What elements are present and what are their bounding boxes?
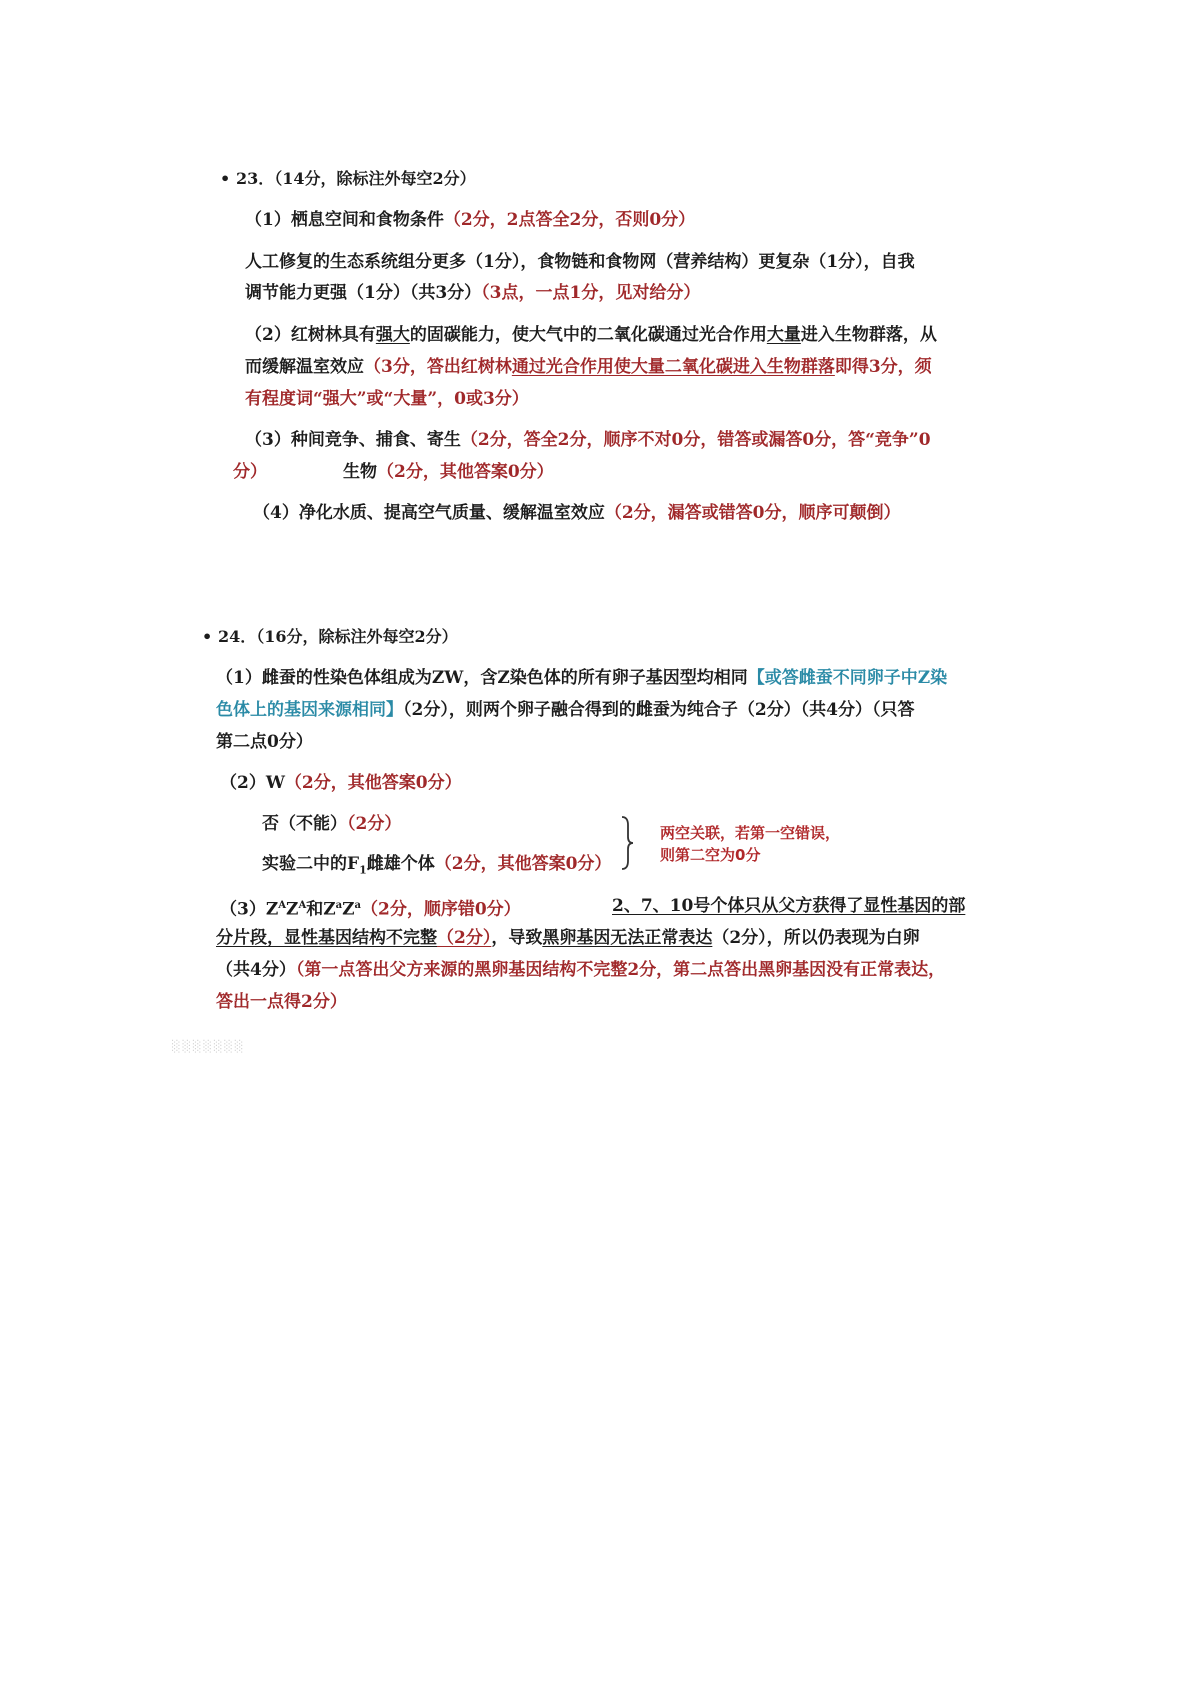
q24-part2-no: [262, 812, 401, 836]
q24-part1-line2: [216, 698, 915, 722]
q23-p2-keyword-large: 大量: [766, 325, 801, 345]
q24-p2-f1-scoring: （2分，其他答案0分）: [434, 854, 612, 874]
q24-p3-criteria: （第一点答出父方来源的黑卵基因结构不完整2分，第二点答出黑卵基因没有正常表达，: [295, 960, 946, 980]
q24-p2-answer: （2）W: [220, 773, 285, 793]
q23-p1-line3-answer: 调节能力更强（1分）（共3分）: [245, 283, 482, 303]
q23-p2-keyword-strong: 强大: [375, 325, 410, 345]
q23-p3-answer: （3）种间竞争、捕食、寄生: [245, 430, 461, 450]
q24-p3-total: （共4分）: [216, 960, 296, 980]
q24-p1-alt-answer: 【或答雌蚕不同卵子中Z染: [747, 668, 948, 688]
q23-p2-underlined-criterion: 通过光合作用使大量二氧化碳进入生物群落: [511, 357, 835, 377]
q24-part3-line1: [220, 894, 521, 922]
q24-p3-explanation-start: 2、7、10号个体只从父方获得了显性基因的部: [612, 896, 966, 916]
q24-p3-structure-incomplete: 分片段，显性基因结构不完整: [216, 928, 437, 948]
q23-part2-line2: [245, 355, 932, 379]
q24-p3-z4: Z: [342, 899, 355, 920]
q24-p3-and: 和Z: [306, 899, 336, 920]
q23-p1-line3: [245, 281, 700, 305]
q23-p2-text-c: 的固碳能力，使大气中的二氧化碳通过光合作用: [409, 325, 767, 345]
q23-p1-scoring: （2分，2点答全2分，否则0分）: [443, 210, 696, 230]
q24-p3-sup3: a: [335, 900, 343, 911]
linked-blanks-note-line1: 两空关联，若第一空错误，: [660, 824, 841, 842]
q24-p3-leading: ，导致: [491, 928, 543, 948]
q24-part1-line1: [216, 666, 947, 690]
q23-p2-text-a: （2）红树林具有: [245, 325, 376, 345]
q23-p4-answer: （4）净化水质、提高空气质量、缓解温室效应: [253, 503, 605, 523]
q24-p3-sup1: A: [278, 900, 287, 911]
q23-header-text: 23．（14分，除标注外每空2分）: [236, 169, 476, 188]
q23-p2-line2-answer: 而缓解温室效应: [245, 357, 364, 377]
q23-p1-answer: （1）栖息空间和食物条件: [245, 210, 444, 230]
q24-p1-answer-2: （2分），则两个卵子融合得到的雌蚕为纯合子（2分）（共4分）（只答: [403, 700, 915, 720]
q23-header: • 23．（14分，除标注外每空2分）: [220, 169, 476, 188]
q24-p2-no-scoring: （2分）: [347, 814, 402, 834]
q24-part2: [220, 771, 462, 795]
q24-p2-f1-text-b: 雌雄个体: [366, 854, 435, 874]
q24-part3-line3: [216, 958, 945, 982]
q24-p2-f1-text: 实验二中的F: [262, 854, 360, 874]
q24-p3-label: （3）Z: [220, 899, 279, 920]
q24-p1-line3: 第二点0分）: [216, 732, 313, 752]
linked-blanks-note-line2: 则第二空为0分: [660, 846, 761, 864]
q23-part2-line1: [245, 323, 937, 347]
q23-p3-scoring: （2分，答全2分，顺序不对0分，错答或漏答0分，答“竞争”0: [460, 430, 931, 450]
q24-p2-no-answer: 否（不能）: [262, 814, 347, 834]
q24-p2-f1-subscript: 1: [359, 863, 367, 877]
q23-part1: [245, 208, 695, 232]
q24-header-text: 24．（16分，除标注外每空2分）: [218, 627, 458, 646]
q23-p3-answer-2: 生物: [343, 462, 377, 482]
right-brace-icon: [620, 815, 634, 871]
q23-p2-line2-scoring-a: （3分，答出红树林: [364, 357, 512, 377]
q23-p3-scoring-tail: 分）: [233, 462, 267, 482]
q23-p2-line2-scoring-d: 即得3分，须: [834, 357, 932, 377]
faded-smudge: ░░░░░░░: [172, 1040, 246, 1053]
q23-part4: [253, 501, 901, 525]
q23-part3-line2: [233, 460, 554, 484]
q24-p1-answer: （1）雌蚕的性染色体组成为ZW，含Z染色体的所有卵子基因型均相同: [216, 668, 748, 688]
q23-p1-line3-scoring: （3点，一点1分，见对给分）: [481, 283, 701, 303]
q24-p3-expression-failure: 黑卵基因无法正常表达: [542, 928, 713, 948]
q24-header: • 24．（16分，除标注外每空2分）: [202, 627, 458, 646]
q24-p3-sup2: A: [298, 900, 307, 911]
q24-part2-f1: [262, 852, 611, 882]
q24-p1-alt-answer-tail: 色体上的基因来源相同】: [216, 700, 403, 720]
q24-p3-score-a: （2分）: [437, 928, 492, 948]
q24-p3-line4: 答出一点得2分）: [216, 992, 347, 1012]
q24-part3-line2: [216, 926, 920, 950]
q24-p3-sup4: a: [354, 900, 362, 911]
q23-p2-line3: 有程度词“强大”或“大量”，0或3分）: [245, 389, 529, 409]
q23-p1-line2: 人工修复的生态系统组分更多（1分），食物链和食物网（营养结构）更复杂（1分），自我: [245, 252, 915, 272]
q24-p2-scoring: （2分，其他答案0分）: [284, 773, 462, 793]
q23-p2-text-e: 进入生物群落，从: [800, 325, 937, 345]
q24-p3-conclusion: （2分），所以仍表现为白卵: [712, 928, 920, 948]
q23-p3-scoring-2: （2分，其他答案0分）: [377, 462, 554, 482]
q24-p3-z2: Z: [286, 899, 299, 920]
q23-part3-line1: [245, 428, 931, 452]
q23-p4-scoring: （2分，漏答或错答0分，顺序可颠倒）: [604, 503, 901, 523]
q24-p3-scoring: （2分，顺序错0分）: [361, 899, 521, 920]
